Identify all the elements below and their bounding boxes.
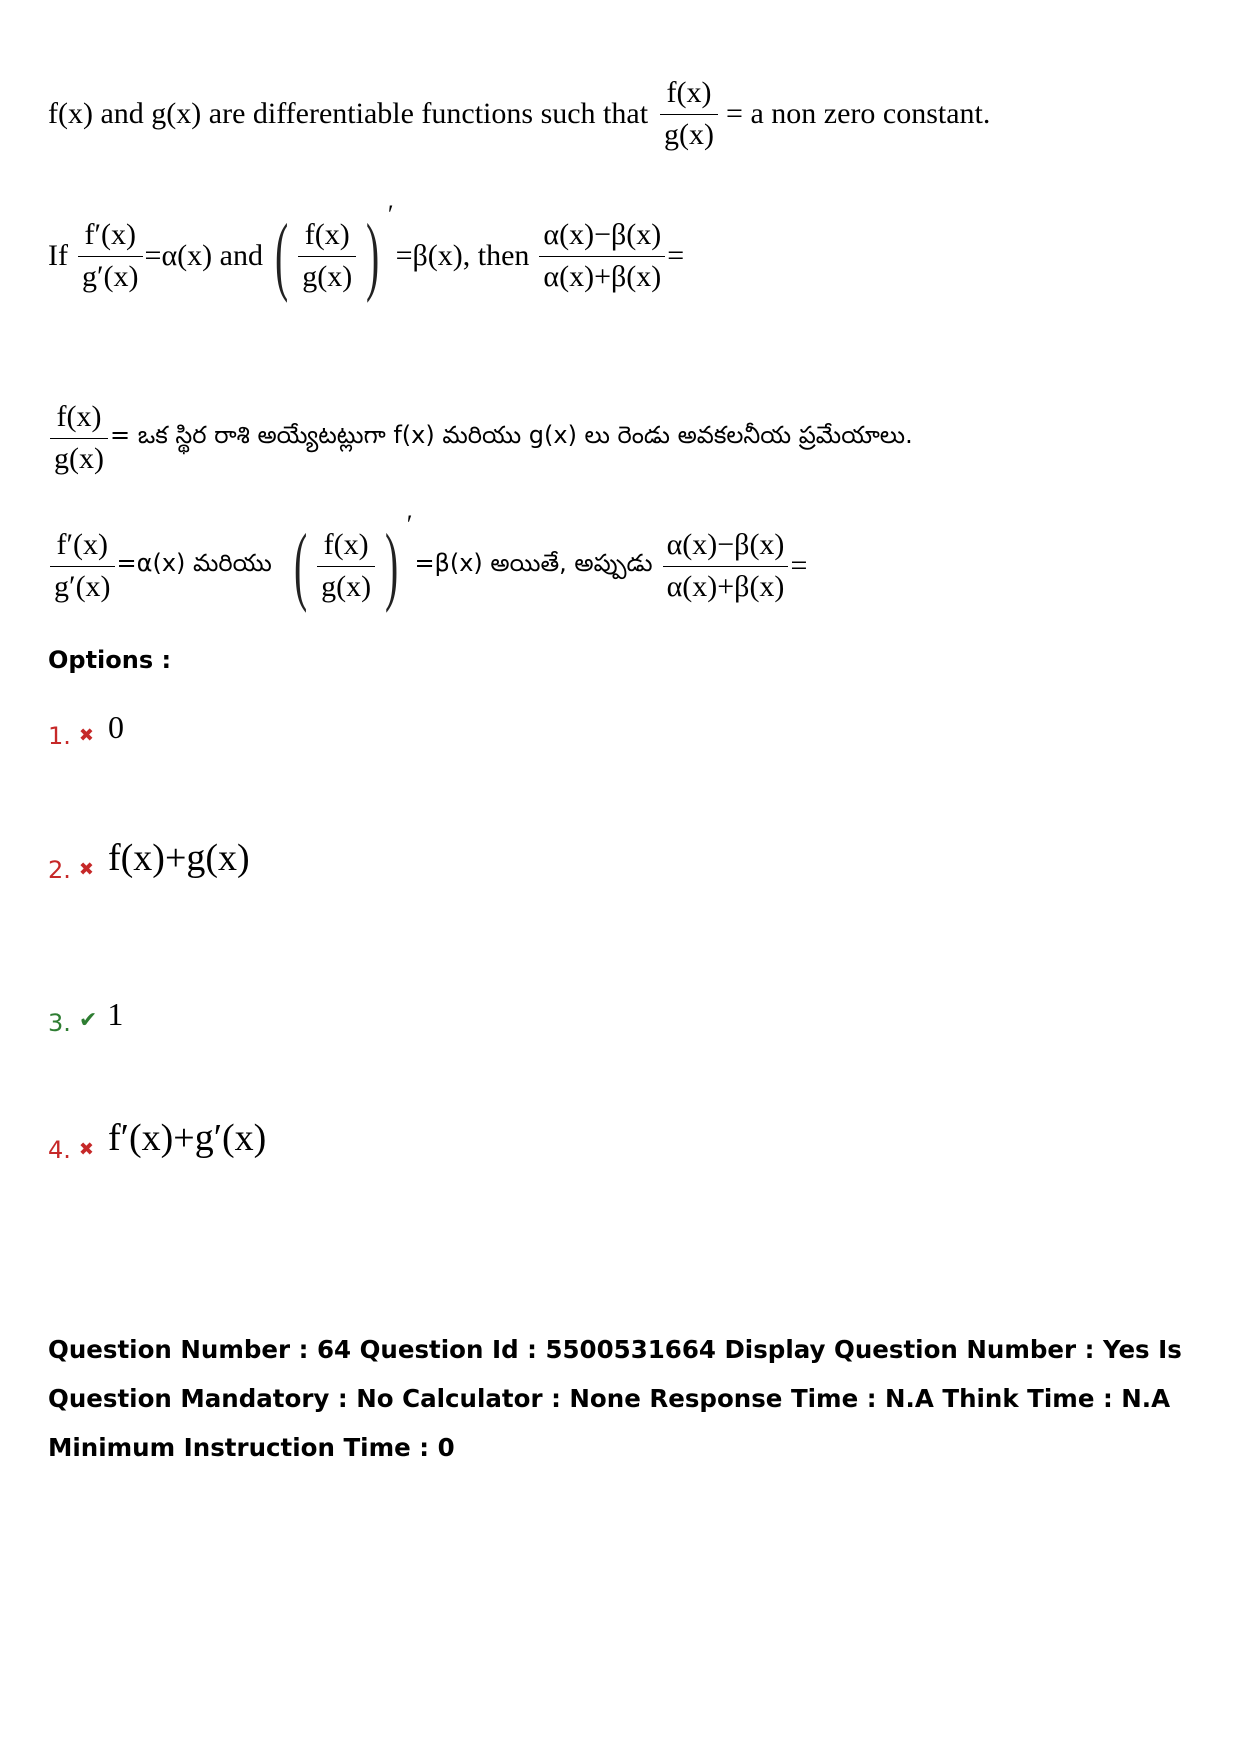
- cross-icon: ✖: [78, 1139, 94, 1160]
- question-english-line-1: [48, 76, 990, 152]
- fraction-fprime-over-gprime: [50, 528, 115, 604]
- check-icon: ✔: [78, 1008, 98, 1033]
- fraction-denominator: g′(x): [81, 259, 139, 293]
- derivative-of-ratio: [286, 510, 413, 614]
- cross-icon: ✖: [78, 859, 94, 880]
- fraction-numerator: f(x): [304, 218, 350, 251]
- question-text-prefix: f(x) and g(x) are differentiable functions such that: [48, 97, 649, 130]
- fraction-numerator: f′(x): [56, 528, 109, 561]
- equals-alpha-and: =α(x) and: [144, 239, 263, 272]
- fraction-denominator: g(x): [54, 441, 104, 475]
- fraction-bar: [660, 114, 718, 115]
- fraction-denominator: g(x): [321, 569, 372, 603]
- option-value: f′(x)+g′(x): [108, 1117, 267, 1159]
- option-number: 4.: [48, 1136, 71, 1164]
- right-paren: ): [366, 207, 380, 304]
- right-paren: ): [385, 517, 399, 614]
- question-text-suffix: = a non zero constant.: [726, 97, 991, 130]
- fraction-alpha-beta: [663, 528, 789, 604]
- option-3: [48, 995, 124, 1037]
- equals-beta-then-telugu: =β(x) అయితే, అప్పుడు: [414, 549, 653, 577]
- fraction-f-over-g: [660, 76, 718, 152]
- fraction-bar: [298, 256, 356, 257]
- fraction-numerator: α(x)−β(x): [543, 218, 662, 251]
- prime-mark: ′: [406, 510, 413, 539]
- fraction-denominator: g(x): [302, 259, 353, 293]
- fraction-bar: [317, 566, 375, 567]
- equals-sign: =: [790, 549, 808, 582]
- fraction-f-over-g: [50, 400, 108, 476]
- derivative-of-ratio: [267, 200, 394, 304]
- equals-sign: =: [667, 239, 685, 272]
- fraction-bar: [50, 438, 108, 439]
- question-english-line-2: [48, 200, 685, 304]
- fraction-numerator: α(x)−β(x): [666, 528, 785, 561]
- prime-mark: ′: [387, 200, 394, 229]
- fraction-denominator: g(x): [664, 117, 715, 151]
- question-telugu-line-1: [48, 400, 913, 476]
- equals-beta-then: =β(x), then: [395, 239, 530, 272]
- option-number: 1.: [48, 722, 71, 750]
- fraction-bar: [663, 566, 789, 567]
- option-value: f(x)+g(x): [108, 837, 250, 879]
- equals-alpha-and-telugu: =α(x) మరియు: [116, 549, 272, 577]
- fraction-alpha-beta: [539, 218, 665, 294]
- option-value: 0: [108, 709, 124, 745]
- option-4: [48, 1117, 267, 1164]
- options-label: Options :: [48, 646, 172, 674]
- fraction-bar: [78, 256, 143, 257]
- fraction-fprime-over-gprime: [78, 218, 143, 294]
- question-metadata: Question Number : 64 Question Id : 5500531664 Display Question Number : Yes Is Question Mandatory : No Calculator : None Response Time : N.A Think Time : N.A Minimum Instruction Time : 0: [48, 1335, 1182, 1462]
- option-number: 2.: [48, 856, 71, 884]
- fraction-f-over-g: [317, 528, 375, 604]
- left-paren: (: [275, 207, 289, 304]
- fraction-bar: [539, 256, 665, 257]
- option-2: [48, 837, 250, 884]
- fraction-denominator: g′(x): [54, 569, 111, 603]
- fraction-bar: [50, 566, 115, 567]
- telugu-question-text: = ఒక స్థిర రాశి అయ్యేటట్లుగా f(x) మరియు g(x) లు రెండు అవకలనీయ ప్రమేయాలు.: [109, 421, 913, 449]
- option-number: 3.: [48, 1009, 71, 1037]
- option-1: [48, 709, 124, 750]
- fraction-denominator: α(x)+β(x): [666, 569, 785, 603]
- fraction-numerator: f′(x): [84, 218, 137, 251]
- cross-icon: ✖: [78, 725, 94, 746]
- left-paren: (: [293, 517, 308, 614]
- question-telugu-line-2: [48, 510, 808, 614]
- fraction-f-over-g: [298, 218, 356, 294]
- fraction-denominator: α(x)+β(x): [543, 259, 662, 293]
- fraction-numerator: f(x): [323, 528, 369, 561]
- fraction-numerator: f(x): [666, 76, 712, 109]
- if-word: If: [48, 239, 68, 272]
- fraction-numerator: f(x): [56, 400, 102, 433]
- option-value: 1: [107, 995, 124, 1032]
